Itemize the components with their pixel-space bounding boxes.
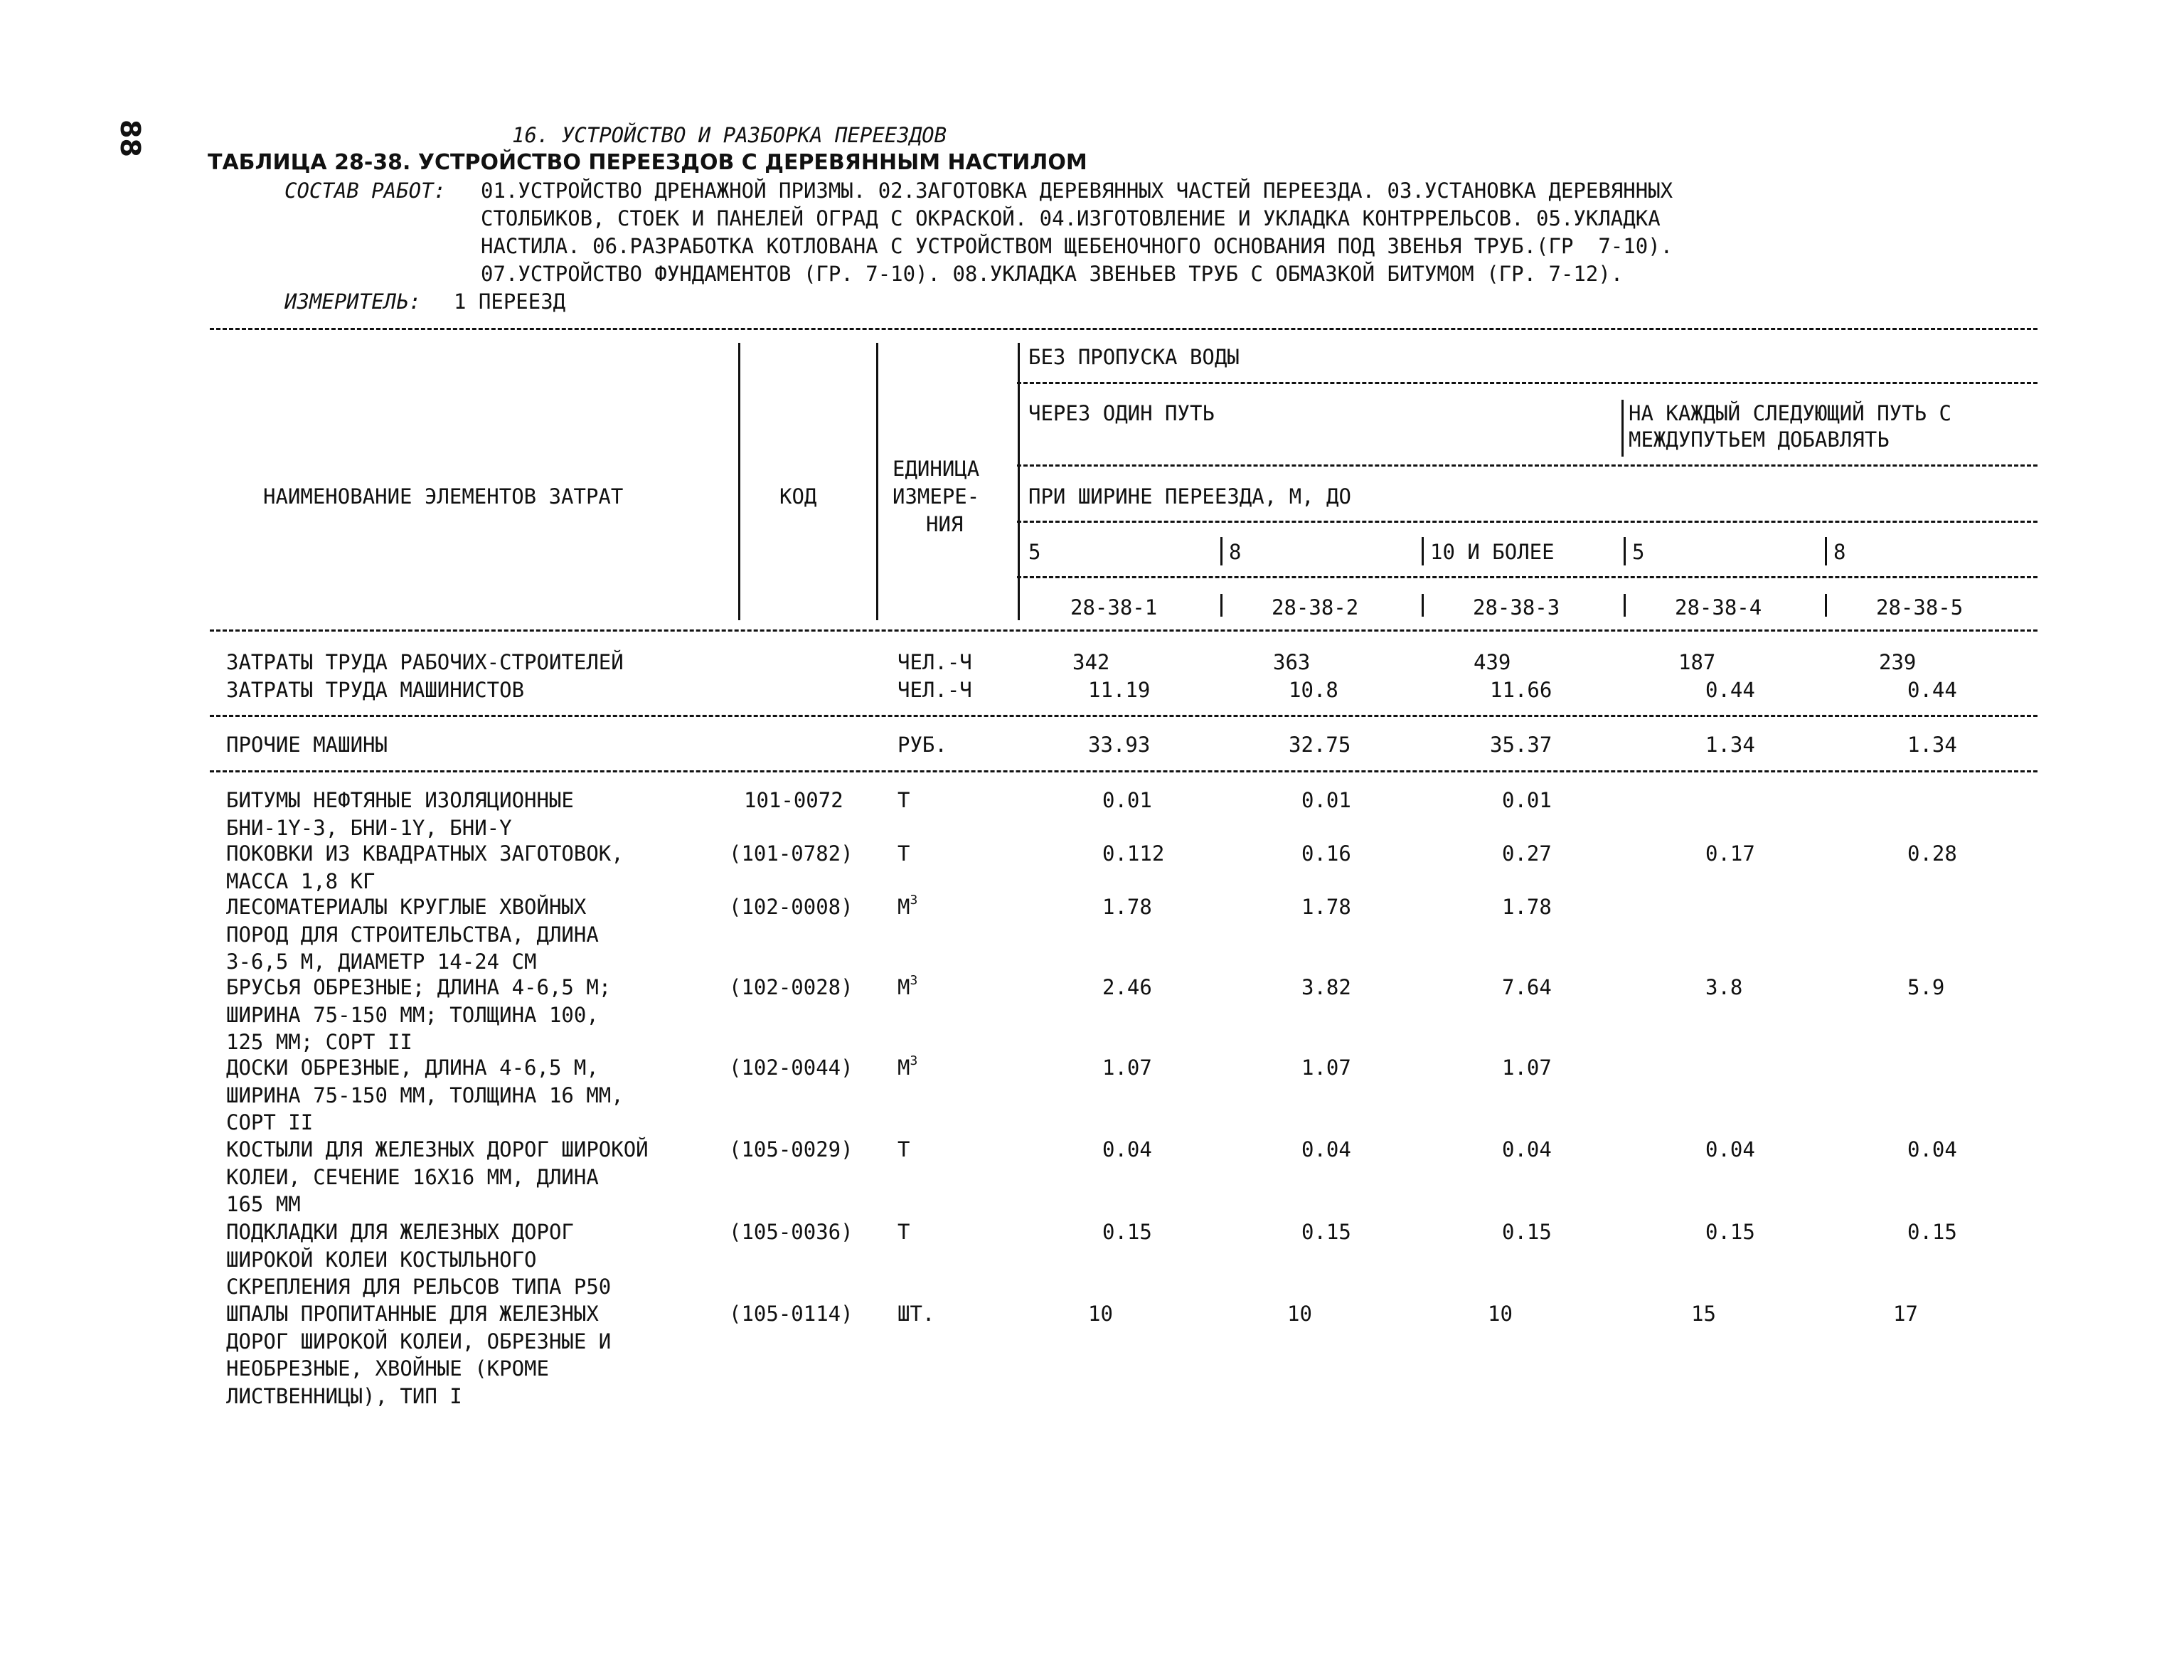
header-width-value: 5 (1028, 540, 1041, 564)
header-divider (1422, 594, 1424, 617)
row-value: 363 (1273, 650, 1311, 674)
material-unit: Т (897, 1137, 910, 1161)
section-rule (210, 770, 2037, 772)
material-value: 0.15 (1907, 1220, 1957, 1244)
material-unit: Т (897, 841, 910, 866)
row-value: 1.34 (1705, 733, 1755, 757)
material-value: 0.01 (1102, 788, 1152, 812)
header-each-next: НА КАЖДЫЙ СЛЕДУЮЩИЙ ПУТЬ С (1629, 401, 1951, 425)
material-code: (102-0028) (729, 975, 853, 999)
measure-value: 1 ПЕРЕЕЗД (454, 289, 566, 314)
material-value: 0.04 (1907, 1137, 1957, 1161)
material-code: (101-0782) (729, 841, 853, 866)
material-value: 0.04 (1301, 1137, 1351, 1161)
material-value: 0.04 (1705, 1137, 1755, 1161)
row-name: ПРОЧИЕ МАШИНЫ (226, 733, 388, 757)
material-code: (105-0036) (729, 1220, 853, 1244)
material-value: 17 (1893, 1302, 1918, 1326)
header-divider (1220, 537, 1222, 565)
header-divider (1825, 594, 1827, 617)
header-name-col: НАИМЕНОВАНИЕ ЭЛЕМЕНТОВ ЗАТРАТ (263, 484, 624, 509)
work-line: СТОЛБИКОВ, СТОЕК И ПАНЕЛЕЙ ОГРАД С ОКРАСКОЙ. 04.ИЗГОТОВЛЕНИЕ И УКЛАДКА КОНТРРЕЛЬСОВ. 05.УКЛАДКА (481, 206, 1661, 230)
material-value: 0.15 (1502, 1220, 1552, 1244)
material-value: 10 (1488, 1302, 1513, 1326)
measure-label: ИЗМЕРИТЕЛЬ: (284, 289, 422, 314)
material-value: 0.28 (1907, 841, 1957, 866)
row-value: 0.44 (1705, 678, 1755, 702)
material-name: МАССА 1,8 КГ (226, 868, 375, 893)
header-divider (1624, 594, 1626, 617)
work-label: СОСТАВ РАБОТ: (284, 179, 446, 203)
row-value: 35.37 (1490, 733, 1552, 757)
header-divider (1220, 594, 1222, 617)
header-divider (1621, 400, 1624, 457)
material-name: СОРТ II (226, 1110, 314, 1134)
material-value: 0.15 (1102, 1220, 1152, 1244)
row-value: 342 (1072, 650, 1110, 674)
material-name: ПОРОД ДЛЯ СТРОИТЕЛЬСТВА, ДЛИНА (226, 922, 599, 947)
material-name: ПОДКЛАДКИ ДЛЯ ЖЕЛЕЗНЫХ ДОРОГ (226, 1220, 574, 1244)
material-value: 0.01 (1301, 788, 1351, 812)
header-bottom-rule (210, 629, 2037, 632)
material-unit: Т (897, 788, 910, 812)
header-width-value: 5 (1632, 540, 1645, 564)
table-title: ТАБЛИЦА 28-38. УСТРОЙСТВО ПЕРЕЕЗДОВ С ДЕРЕВЯННЫМ НАСТИЛОМ (208, 150, 1087, 175)
row-unit: РУБ. (897, 733, 947, 757)
header-rule (1017, 464, 2037, 467)
material-value: 3.8 (1705, 975, 1743, 999)
material-value: 1.07 (1102, 1056, 1152, 1080)
material-unit: $М^3$ (897, 1053, 918, 1080)
header-unit-col: НИЯ (926, 512, 964, 536)
header-width-value: 8 (1833, 540, 1846, 564)
unit-superscript: 3 (910, 1053, 918, 1068)
material-value: 0.17 (1705, 841, 1755, 866)
material-value: 7.64 (1502, 975, 1552, 999)
material-name: БНИ-1Y-3, БНИ-1Y, БНИ-Y (226, 815, 512, 840)
material-value: 0.27 (1502, 841, 1552, 866)
header-through-one: ЧЕРЕЗ ОДИН ПУТЬ (1028, 401, 1215, 425)
page-number: 88 (114, 119, 146, 157)
material-value: 0.04 (1502, 1137, 1552, 1161)
row-unit: ЧЕЛ.-Ч (897, 650, 972, 674)
material-unit: $М^3$ (897, 893, 918, 919)
material-name: ЛИСТВЕННИЦЫ), ТИП I (226, 1383, 462, 1408)
material-name: ЛЕСОМАТЕРИАЛЫ КРУГЛЫЕ ХВОЙНЫХ (226, 895, 587, 919)
header-rule (1017, 382, 2037, 384)
material-code: (105-0029) (729, 1137, 853, 1161)
material-value: 0.15 (1301, 1220, 1351, 1244)
header-divider (1422, 537, 1424, 565)
material-value: 2.46 (1102, 975, 1152, 999)
material-value: 10 (1088, 1302, 1113, 1326)
material-name: ПОКОВКИ ИЗ КВАДРАТНЫХ ЗАГОТОВОК, (226, 841, 624, 866)
material-name: СКРЕПЛЕНИЯ ДЛЯ РЕЛЬСОВ ТИПА Р50 (226, 1275, 612, 1299)
row-value: 187 (1678, 650, 1716, 674)
header-code: 28-38-2 (1272, 595, 1359, 620)
header-code-col: КОД (779, 484, 817, 509)
section-title: 16. УСТРОЙСТВО И РАЗБОРКА ПЕРЕЕЗДОВ (512, 123, 947, 147)
material-value: 1.78 (1502, 895, 1552, 919)
row-value: 1.34 (1907, 733, 1957, 757)
material-name: ДОСКИ ОБРЕЗНЫЕ, ДЛИНА 4-6,5 М, (226, 1056, 599, 1080)
material-value: 5.9 (1907, 975, 1945, 999)
material-value: 0.01 (1502, 788, 1552, 812)
material-value: 0.04 (1102, 1137, 1152, 1161)
material-name: ШИРОКОЙ КОЛЕИ КОСТЫЛЬНОГО (226, 1247, 537, 1272)
row-name: ЗАТРАТЫ ТРУДА РАБОЧИХ-СТРОИТЕЛЕЙ (226, 650, 624, 674)
material-unit: $М^3$ (897, 973, 918, 999)
header-width-value: 8 (1229, 540, 1242, 564)
material-name: НЕОБРЕЗНЫЕ, ХВОЙНЫЕ (КРОМЕ (226, 1356, 549, 1381)
row-unit: ЧЕЛ.-Ч (897, 678, 972, 702)
material-name: БИТУМЫ НЕФТЯНЫЕ ИЗОЛЯЦИОННЫЕ (226, 788, 574, 812)
row-value: 439 (1474, 650, 1511, 674)
material-name: КОСТЫЛИ ДЛЯ ЖЕЛЕЗНЫХ ДОРОГ ШИРОКОЙ (226, 1137, 649, 1161)
header-divider (738, 343, 740, 620)
row-value: 0.44 (1907, 678, 1957, 702)
header-width: ПРИ ШИРИНЕ ПЕРЕЕЗДА, М, ДО (1028, 484, 1351, 509)
material-code: (102-0008) (729, 895, 853, 919)
header-unit-col: ЕДИНИЦА (893, 457, 980, 481)
row-value: 10.8 (1289, 678, 1338, 702)
material-value: 1.78 (1301, 895, 1351, 919)
header-divider (876, 343, 878, 620)
header-code: 28-38-5 (1876, 595, 1964, 620)
header-code: 28-38-3 (1473, 595, 1560, 620)
row-name: ЗАТРАТЫ ТРУДА МАШИНИСТОВ (226, 678, 525, 702)
material-code: 101-0072 (744, 788, 843, 812)
row-value: 11.19 (1088, 678, 1151, 702)
material-value: 0.15 (1705, 1220, 1755, 1244)
header-unit-col: ИЗМЕРЕ- (893, 484, 980, 509)
material-name: БРУСЬЯ ОБРЕЗНЫЕ; ДЛИНА 4-6,5 М; (226, 975, 612, 999)
material-name: КОЛЕИ, СЕЧЕНИЕ 16Х16 ММ, ДЛИНА (226, 1164, 599, 1189)
unit-superscript: 3 (910, 893, 918, 908)
material-code: (105-0114) (729, 1302, 853, 1326)
material-name: 3-6,5 М, ДИАМЕТР 14-24 СМ (226, 950, 537, 974)
header-no-water: БЕЗ ПРОПУСКА ВОДЫ (1028, 345, 1240, 369)
material-value: 1.07 (1301, 1056, 1351, 1080)
material-value: 0.16 (1301, 841, 1351, 866)
row-value: 239 (1879, 650, 1917, 674)
header-divider (1825, 537, 1827, 565)
material-name: ШИРИНА 75-150 ММ; ТОЛЩИНА 100, (226, 1002, 599, 1027)
row-value: 32.75 (1289, 733, 1351, 757)
material-name: 125 ММ; СОРТ II (226, 1030, 412, 1054)
material-value: 15 (1691, 1302, 1716, 1326)
header-divider (1018, 343, 1020, 620)
material-code: (102-0044) (729, 1056, 853, 1080)
row-value: 33.93 (1088, 733, 1151, 757)
section-rule (210, 715, 2037, 717)
header-rule (1017, 576, 2037, 578)
material-name: ШИРИНА 75-150 ММ, ТОЛЩИНА 16 ММ, (226, 1083, 624, 1107)
material-value: 0.112 (1102, 841, 1165, 866)
header-code: 28-38-1 (1070, 595, 1158, 620)
header-each-next: МЕЖДУПУТЬЕМ ДОБАВЛЯТЬ (1629, 427, 1890, 452)
header-rule (1017, 521, 2037, 523)
header-divider (1624, 537, 1626, 565)
header-code: 28-38-4 (1675, 595, 1762, 620)
material-value: 1.07 (1502, 1056, 1552, 1080)
header-width-value: 10 И БОЛЕЕ (1430, 540, 1555, 564)
work-line: 07.УСТРОЙСТВО ФУНДАМЕНТОВ (ГР. 7-10). 08.УКЛАДКА ЗВЕНЬЕВ ТРУБ С ОБМАЗКОЙ БИТУМОМ (ГР. 7-12). (481, 262, 1624, 286)
work-line: 01.УСТРОЙСТВО ДРЕНАЖНОЙ ПРИЗМЫ. 02.ЗАГОТОВКА ДЕРЕВЯННЫХ ЧАСТЕЙ ПЕРЕЕЗДА. 03.УСТАНОВКА ДЕРЕВЯННЫХ (481, 179, 1673, 203)
material-unit: Т (897, 1220, 910, 1244)
row-value: 11.66 (1490, 678, 1552, 702)
material-value: 10 (1287, 1302, 1312, 1326)
material-name: 165 ММ (226, 1192, 301, 1216)
material-name: ДОРОГ ШИРОКОЙ КОЛЕИ, ОБРЕЗНЫЕ И (226, 1329, 612, 1354)
material-value: 1.78 (1102, 895, 1152, 919)
material-unit: ШТ. (897, 1302, 935, 1326)
material-value: 3.82 (1301, 975, 1351, 999)
material-name: ШПАЛЫ ПРОПИТАННЫЕ ДЛЯ ЖЕЛЕЗНЫХ (226, 1302, 599, 1326)
unit-superscript: 3 (910, 973, 918, 988)
work-line: НАСТИЛА. 06.РАЗРАБОТКА КОТЛОВАНА С УСТРОЙСТВОМ ЩЕБЕНОЧНОГО ОСНОВАНИЯ ПОД ЗВЕНЬЯ ТРУБ.(ГР 7-10). (481, 234, 1673, 258)
table-top-rule (210, 328, 2037, 330)
